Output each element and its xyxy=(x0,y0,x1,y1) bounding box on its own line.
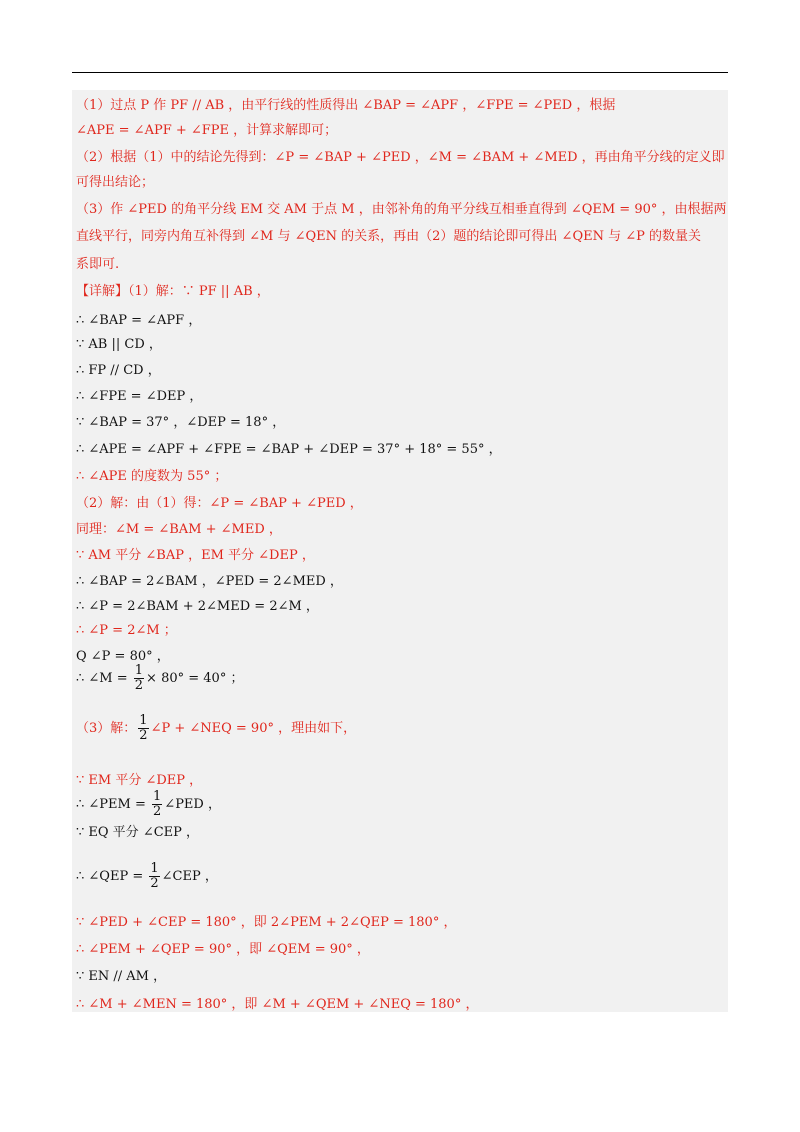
fraction xyxy=(152,790,162,819)
solution-line-fraction xyxy=(76,790,221,819)
fraction xyxy=(134,664,144,693)
solution-line: （2）解：由（1）得：∠P = ∠BAP + ∠PED ， xyxy=(76,496,363,511)
fraction xyxy=(138,714,148,743)
solution-line: （3）作 ∠PED 的角平分线 EM 交 AM 于点 M ，由邻补角的角平分线互相垂直得到 ∠QEM = 90° ，由根据两 xyxy=(76,202,727,217)
fraction-denominator: 2 xyxy=(139,728,148,743)
solution-line: ∵ ∠BAP = 37° ，∠DEP = 18° ， xyxy=(76,415,286,430)
solution-line: （2）根据（1）中的结论先得到：∠P = ∠BAP + ∠PED ，∠M = ∠BAM + ∠MED ，再由角平分线的定义即 xyxy=(76,150,725,165)
solution-line: （1）过点 P 作 PF // AB ，由平行线的性质得出 ∠BAP = ∠APF ，∠FPE = ∠PED ，根据 xyxy=(76,98,616,113)
fraction-denominator: 2 xyxy=(153,804,162,819)
solution-line: ∴ ∠PEM + ∠QEP = 90° ，即 ∠QEM = 90° ， xyxy=(76,942,370,957)
line-suffix: × 80° = 40° ； xyxy=(146,671,244,686)
line-prefix: ∴ ∠QEP = xyxy=(76,869,148,884)
fraction-numerator: 1 xyxy=(153,789,162,804)
header-rule xyxy=(72,72,728,73)
solution-line: ∵ ∠PED + ∠CEP = 180° ，即 2∠PEM + 2∠QEP = 180° ， xyxy=(76,915,457,930)
solution-line: ∴ ∠APE = ∠APF + ∠FPE = ∠BAP + ∠DEP = 37° + 18° = 55° ， xyxy=(76,442,502,457)
solution-line: ∴ FP // CD ， xyxy=(76,363,161,378)
line-prefix: ∴ ∠M = xyxy=(76,671,132,686)
solution-line: ∴ ∠P = 2∠BAM + 2∠MED = 2∠M ， xyxy=(76,599,319,614)
line-prefix: （3）解： xyxy=(76,721,137,736)
solution-line: ∵ AM 平分 ∠BAP ，EM 平分 ∠DEP ， xyxy=(76,548,315,563)
solution-line: 直线平行，同旁内角互补得到 ∠M 与 ∠QEN 的关系，再由（2）题的结论即可得出 ∠QEN 与 ∠P 的数量关 xyxy=(76,229,702,244)
solution-line-fraction xyxy=(76,772,202,790)
solution-line-fraction xyxy=(76,714,356,743)
solution-line: 系即可. xyxy=(76,257,120,272)
solution-line: 【详解】（1）解：∵ PF || AB ， xyxy=(76,284,270,299)
line-prefix: ∵ EM 平分 ∠DEP ， xyxy=(76,773,203,788)
fraction-numerator: 1 xyxy=(139,713,148,728)
solution-line-fraction xyxy=(76,664,243,693)
line-prefix: ∴ ∠PEM = xyxy=(76,797,151,812)
fraction-denominator: 2 xyxy=(150,876,159,891)
solution-line: ∴ ∠P = 2∠M ； xyxy=(76,623,177,638)
solution-line: ∠APE = ∠APF + ∠FPE ，计算求解即可； xyxy=(76,123,338,138)
solution-line: ∴ ∠BAP = ∠APF ， xyxy=(76,313,202,328)
solution-line: ∴ ∠M + ∠MEN = 180° ，即 ∠M + ∠QEM + ∠NEQ = 180° ， xyxy=(76,997,479,1012)
solution-line: ∴ ∠FPE = ∠DEP ， xyxy=(76,389,203,404)
solution-line: 同理：∠M = ∠BAM + ∠MED ， xyxy=(76,522,282,537)
solution-line: ∵ AB || CD ， xyxy=(76,337,162,352)
solution-line: ∵ EQ 平分 ∠CEP ， xyxy=(76,825,200,840)
solution-line-fraction xyxy=(76,862,218,891)
fraction xyxy=(149,862,159,891)
solution-line: ∴ ∠APE 的度数为 55° ； xyxy=(76,469,228,484)
fraction-numerator: 1 xyxy=(150,861,159,876)
fraction-numerator: 1 xyxy=(134,663,144,678)
line-suffix: ∠PED ， xyxy=(164,797,221,812)
solution-line: 可得出结论； xyxy=(76,175,155,190)
line-suffix: ∠CEP ， xyxy=(161,869,218,884)
solution-line: ∵ EN // AM ， xyxy=(76,969,167,984)
solution-line: ∴ ∠BAP = 2∠BAM ，∠PED = 2∠MED ， xyxy=(76,574,343,589)
solution-line: Q ∠P = 80° ， xyxy=(76,649,170,664)
fraction-denominator: 2 xyxy=(134,678,144,693)
line-suffix: ∠P + ∠NEQ = 90° ，理由如下， xyxy=(150,721,357,736)
